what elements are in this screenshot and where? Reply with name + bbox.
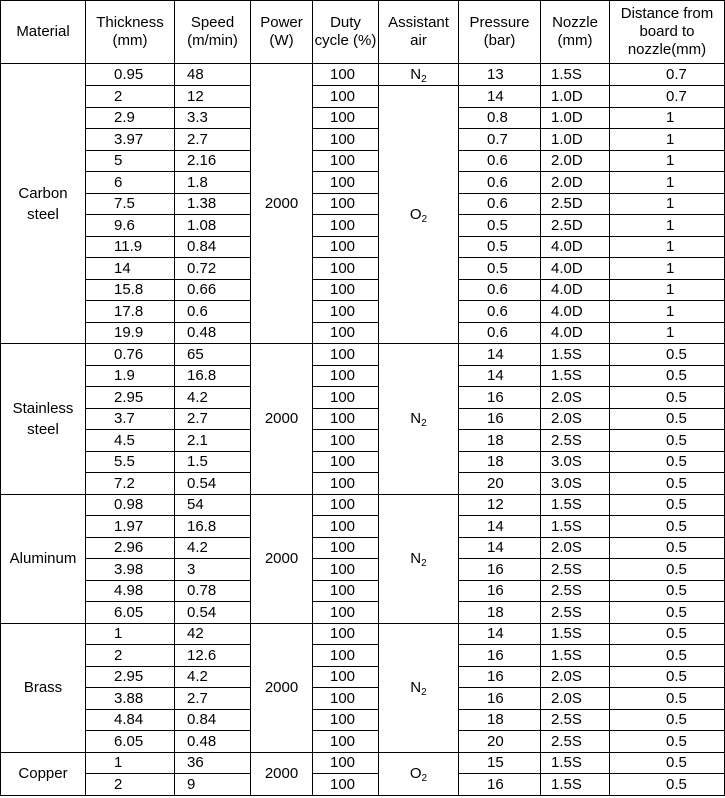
header-speed: Speed (m/min): [175, 1, 251, 64]
speed-cell: 1.38: [175, 193, 251, 215]
gas-subscript: 2: [421, 773, 428, 784]
assistant-air-cell: [379, 64, 459, 86]
pressure-cell: 0.5: [459, 215, 541, 237]
distance-cell: 0.5: [610, 344, 725, 366]
thickness-cell: 9.6: [86, 215, 175, 237]
distance-cell: 0.5: [610, 602, 725, 624]
gas-subscript: 2: [421, 558, 427, 569]
nozzle-cell: 2.0S: [541, 408, 610, 430]
speed-cell: 3: [175, 559, 251, 581]
thickness-cell: 2: [86, 86, 175, 108]
distance-cell: 0.5: [610, 731, 725, 753]
nozzle-cell: 2.0S: [541, 537, 610, 559]
gas-symbol: O: [409, 765, 422, 782]
table-row: [1, 258, 725, 280]
distance-cell: 0.5: [610, 408, 725, 430]
speed-cell: 2.7: [175, 129, 251, 151]
power-cell: 2000: [251, 64, 313, 344]
pressure-cell: 18: [459, 430, 541, 452]
distance-cell: 0.5: [610, 666, 725, 688]
thickness-cell: 3.88: [86, 688, 175, 710]
header-material: Material: [1, 1, 86, 64]
distance-cell: 0.7: [610, 86, 725, 108]
speed-cell: 0.84: [175, 236, 251, 258]
pressure-cell: 18: [459, 451, 541, 473]
nozzle-cell: 2.5S: [541, 709, 610, 731]
distance-cell: 1: [610, 193, 725, 215]
distance-cell: 0.5: [610, 451, 725, 473]
duty-cycle-cell: 100: [313, 580, 379, 602]
thickness-cell: 1.97: [86, 516, 175, 538]
nozzle-cell: 2.5S: [541, 430, 610, 452]
thickness-cell: 3.97: [86, 129, 175, 151]
speed-cell: 12: [175, 86, 251, 108]
material-cell: Copper: [1, 752, 86, 795]
assistant-air-cell: [379, 752, 459, 795]
duty-cycle-cell: 100: [313, 559, 379, 581]
table-row: [1, 365, 725, 387]
duty-cycle-cell: 100: [313, 774, 379, 796]
nozzle-cell: 1.0D: [541, 86, 610, 108]
speed-cell: 9: [175, 774, 251, 796]
thickness-cell: 4.98: [86, 580, 175, 602]
speed-cell: 0.72: [175, 258, 251, 280]
nozzle-cell: 1.5S: [541, 623, 610, 645]
duty-cycle-cell: 100: [313, 193, 379, 215]
nozzle-cell: 2.5D: [541, 215, 610, 237]
duty-cycle-cell: 100: [313, 172, 379, 194]
table-row: [1, 537, 725, 559]
thickness-cell: 15.8: [86, 279, 175, 301]
table-row: [1, 215, 725, 237]
table-row: [1, 344, 725, 366]
speed-cell: 16.8: [175, 365, 251, 387]
nozzle-cell: 2.5S: [541, 559, 610, 581]
speed-cell: 65: [175, 344, 251, 366]
table-row: [1, 387, 725, 409]
nozzle-cell: 2.5S: [541, 580, 610, 602]
distance-cell: 1: [610, 236, 725, 258]
thickness-cell: 0.98: [86, 494, 175, 516]
speed-cell: 4.2: [175, 666, 251, 688]
pressure-cell: 0.5: [459, 258, 541, 280]
table-row: [1, 752, 725, 774]
duty-cycle-cell: 100: [313, 688, 379, 710]
thickness-cell: 2: [86, 645, 175, 667]
thickness-cell: 1: [86, 623, 175, 645]
speed-cell: 0.6: [175, 301, 251, 323]
speed-cell: 4.2: [175, 537, 251, 559]
nozzle-cell: 1.5S: [541, 344, 610, 366]
table-row: [1, 774, 725, 796]
nozzle-cell: 4.0D: [541, 258, 610, 280]
nozzle-cell: 2.5D: [541, 193, 610, 215]
distance-cell: 0.5: [610, 559, 725, 581]
pressure-cell: 16: [459, 580, 541, 602]
distance-cell: 0.5: [610, 774, 725, 796]
thickness-cell: 0.76: [86, 344, 175, 366]
table-row: [1, 688, 725, 710]
duty-cycle-cell: 100: [313, 602, 379, 624]
nozzle-cell: 2.5S: [541, 731, 610, 753]
thickness-cell: 1: [86, 752, 175, 774]
duty-cycle-cell: 100: [313, 451, 379, 473]
assistant-air-cell: [379, 344, 459, 495]
power-cell: 2000: [251, 752, 313, 795]
gas-symbol: O: [409, 206, 422, 223]
gas-subscript: 2: [421, 214, 428, 225]
speed-cell: 2.7: [175, 688, 251, 710]
distance-cell: 1: [610, 215, 725, 237]
distance-cell: 0.5: [610, 623, 725, 645]
thickness-cell: 3.7: [86, 408, 175, 430]
material-cell: Brass: [1, 623, 86, 752]
table-row: [1, 451, 725, 473]
distance-cell: 0.5: [610, 752, 725, 774]
nozzle-cell: 1.5S: [541, 774, 610, 796]
thickness-cell: 1.9: [86, 365, 175, 387]
table-row: [1, 494, 725, 516]
material-cell: Aluminum: [1, 494, 86, 623]
duty-cycle-cell: 100: [313, 258, 379, 280]
thickness-cell: 17.8: [86, 301, 175, 323]
duty-cycle-cell: 100: [313, 236, 379, 258]
thickness-cell: 5.5: [86, 451, 175, 473]
duty-cycle-cell: 100: [313, 709, 379, 731]
speed-cell: 1.08: [175, 215, 251, 237]
pressure-cell: 16: [459, 688, 541, 710]
header-row: [1, 1, 725, 64]
table-row: [1, 516, 725, 538]
thickness-cell: 14: [86, 258, 175, 280]
material-cell: Carbon steel: [1, 64, 86, 344]
nozzle-cell: 1.0D: [541, 129, 610, 151]
gas-symbol: N: [410, 679, 422, 696]
distance-cell: 0.5: [610, 365, 725, 387]
pressure-cell: 0.5: [459, 236, 541, 258]
speed-cell: 0.78: [175, 580, 251, 602]
distance-cell: 0.5: [610, 430, 725, 452]
table-row: [1, 731, 725, 753]
duty-cycle-cell: 100: [313, 365, 379, 387]
material-cell: Stainless steel: [1, 344, 86, 495]
header-duty-cycle: Duty cycle (%): [313, 1, 379, 64]
nozzle-cell: 1.5S: [541, 752, 610, 774]
speed-cell: 0.84: [175, 709, 251, 731]
table-row: [1, 107, 725, 129]
duty-cycle-cell: 100: [313, 516, 379, 538]
nozzle-cell: 3.0S: [541, 473, 610, 495]
duty-cycle-cell: 100: [313, 752, 379, 774]
duty-cycle-cell: 100: [313, 215, 379, 237]
nozzle-cell: 4.0D: [541, 236, 610, 258]
distance-cell: 0.5: [610, 580, 725, 602]
nozzle-cell: 2.5S: [541, 602, 610, 624]
thickness-cell: 2.95: [86, 666, 175, 688]
table-row: [1, 430, 725, 452]
thickness-cell: 19.9: [86, 322, 175, 344]
distance-cell: 1: [610, 107, 725, 129]
distance-cell: 1: [610, 301, 725, 323]
table-row: [1, 623, 725, 645]
gas-subscript: 2: [421, 418, 427, 430]
duty-cycle-cell: 100: [313, 344, 379, 366]
thickness-cell: 6.05: [86, 731, 175, 753]
table-row: [1, 301, 725, 323]
table-row: [1, 129, 725, 151]
speed-cell: 42: [175, 623, 251, 645]
assistant-air-cell: [379, 494, 459, 623]
assistant-air-cell: [379, 623, 459, 752]
table-row: [1, 172, 725, 194]
nozzle-cell: 4.0D: [541, 279, 610, 301]
gas-symbol: N: [410, 410, 422, 428]
thickness-cell: 7.2: [86, 473, 175, 495]
duty-cycle-cell: 100: [313, 494, 379, 516]
distance-cell: 0.5: [610, 516, 725, 538]
pressure-cell: 14: [459, 516, 541, 538]
pressure-cell: 14: [459, 365, 541, 387]
duty-cycle-cell: 100: [313, 64, 379, 86]
gas-symbol: N: [410, 550, 422, 567]
nozzle-cell: 4.0D: [541, 322, 610, 344]
distance-cell: 1: [610, 279, 725, 301]
nozzle-cell: 1.5S: [541, 365, 610, 387]
speed-cell: 0.66: [175, 279, 251, 301]
thickness-cell: 2.96: [86, 537, 175, 559]
table-row: [1, 580, 725, 602]
speed-cell: 0.54: [175, 473, 251, 495]
thickness-cell: 5: [86, 150, 175, 172]
nozzle-cell: 1.5S: [541, 516, 610, 538]
table-row: [1, 150, 725, 172]
duty-cycle-cell: 100: [313, 731, 379, 753]
header-pressure: Pressure (bar): [459, 1, 541, 64]
duty-cycle-cell: 100: [313, 150, 379, 172]
pressure-cell: 0.6: [459, 172, 541, 194]
speed-cell: 16.8: [175, 516, 251, 538]
thickness-cell: 0.95: [86, 64, 175, 86]
table-body: [1, 64, 725, 796]
duty-cycle-cell: 100: [313, 666, 379, 688]
pressure-cell: 14: [459, 344, 541, 366]
thickness-cell: 4.5: [86, 430, 175, 452]
pressure-cell: 0.6: [459, 193, 541, 215]
table-row: [1, 408, 725, 430]
pressure-cell: 0.6: [459, 279, 541, 301]
header-power: Power (W): [251, 1, 313, 64]
pressure-cell: 12: [459, 494, 541, 516]
thickness-cell: 6.05: [86, 602, 175, 624]
speed-cell: 0.48: [175, 731, 251, 753]
duty-cycle-cell: 100: [313, 408, 379, 430]
speed-cell: 3.3: [175, 107, 251, 129]
pressure-cell: 15: [459, 752, 541, 774]
speed-cell: 1.8: [175, 172, 251, 194]
distance-cell: 0.5: [610, 688, 725, 710]
duty-cycle-cell: 100: [313, 623, 379, 645]
distance-cell: 0.5: [610, 473, 725, 495]
assistant-air-cell: [379, 86, 459, 344]
nozzle-cell: 2.0D: [541, 172, 610, 194]
pressure-cell: 20: [459, 731, 541, 753]
nozzle-cell: 2.0S: [541, 387, 610, 409]
duty-cycle-cell: 100: [313, 86, 379, 108]
duty-cycle-cell: 100: [313, 322, 379, 344]
table-row: [1, 645, 725, 667]
speed-cell: 2.7: [175, 408, 251, 430]
pressure-cell: 14: [459, 537, 541, 559]
distance-cell: 0.5: [610, 537, 725, 559]
nozzle-cell: 1.5S: [541, 645, 610, 667]
gas-subscript: 2: [421, 687, 427, 698]
pressure-cell: 16: [459, 774, 541, 796]
table-row: [1, 709, 725, 731]
power-cell: 2000: [251, 344, 313, 495]
distance-cell: 1: [610, 172, 725, 194]
pressure-cell: 13: [459, 64, 541, 86]
speed-cell: 36: [175, 752, 251, 774]
duty-cycle-cell: 100: [313, 430, 379, 452]
duty-cycle-cell: 100: [313, 107, 379, 129]
table-row: [1, 666, 725, 688]
pressure-cell: 0.6: [459, 150, 541, 172]
speed-cell: 48: [175, 64, 251, 86]
duty-cycle-cell: 100: [313, 129, 379, 151]
power-cell: 2000: [251, 494, 313, 623]
table-row: [1, 236, 725, 258]
speed-cell: 0.48: [175, 322, 251, 344]
distance-cell: 0.5: [610, 494, 725, 516]
pressure-cell: 0.7: [459, 129, 541, 151]
pressure-cell: 16: [459, 559, 541, 581]
distance-cell: 1: [610, 258, 725, 280]
pressure-cell: 14: [459, 86, 541, 108]
table-row: [1, 559, 725, 581]
nozzle-cell: 3.0S: [541, 451, 610, 473]
table-row: [1, 473, 725, 495]
thickness-cell: 6: [86, 172, 175, 194]
pressure-cell: 16: [459, 666, 541, 688]
power-cell: 2000: [251, 623, 313, 752]
speed-cell: 2.1: [175, 430, 251, 452]
pressure-cell: 20: [459, 473, 541, 495]
speed-cell: 12.6: [175, 645, 251, 667]
pressure-cell: 14: [459, 623, 541, 645]
gas-symbol: N: [410, 66, 422, 83]
speed-cell: 4.2: [175, 387, 251, 409]
distance-cell: 0.5: [610, 387, 725, 409]
distance-cell: 1: [610, 129, 725, 151]
pressure-cell: 16: [459, 645, 541, 667]
pressure-cell: 18: [459, 602, 541, 624]
duty-cycle-cell: 100: [313, 473, 379, 495]
duty-cycle-cell: 100: [313, 387, 379, 409]
speed-cell: 2.16: [175, 150, 251, 172]
thickness-cell: 2.9: [86, 107, 175, 129]
pressure-cell: 18: [459, 709, 541, 731]
nozzle-cell: 2.0S: [541, 688, 610, 710]
table-row: [1, 279, 725, 301]
nozzle-cell: 2.0S: [541, 666, 610, 688]
thickness-cell: 11.9: [86, 236, 175, 258]
duty-cycle-cell: 100: [313, 301, 379, 323]
nozzle-cell: 1.5S: [541, 494, 610, 516]
duty-cycle-cell: 100: [313, 645, 379, 667]
table-row: [1, 322, 725, 344]
pressure-cell: 16: [459, 408, 541, 430]
speed-cell: 1.5: [175, 451, 251, 473]
thickness-cell: 2: [86, 774, 175, 796]
distance-cell: 0.5: [610, 709, 725, 731]
distance-cell: 0.5: [610, 645, 725, 667]
table-row: [1, 602, 725, 624]
table-row: [1, 86, 725, 108]
header-assistant-air: Assistant air: [379, 1, 459, 64]
distance-cell: 1: [610, 150, 725, 172]
table-row: [1, 64, 725, 86]
pressure-cell: 0.8: [459, 107, 541, 129]
duty-cycle-cell: 100: [313, 279, 379, 301]
pressure-cell: 16: [459, 387, 541, 409]
duty-cycle-cell: 100: [313, 537, 379, 559]
speed-cell: 54: [175, 494, 251, 516]
header-distance: Distance from board to nozzle(mm): [610, 1, 725, 64]
distance-cell: 0.7: [610, 64, 725, 86]
thickness-cell: 4.84: [86, 709, 175, 731]
nozzle-cell: 1.0D: [541, 107, 610, 129]
nozzle-cell: 4.0D: [541, 301, 610, 323]
nozzle-cell: 2.0D: [541, 150, 610, 172]
gas-subscript: 2: [421, 74, 427, 85]
table-row: [1, 193, 725, 215]
thickness-cell: 3.98: [86, 559, 175, 581]
nozzle-cell: 1.5S: [541, 64, 610, 86]
header-nozzle: Nozzle (mm): [541, 1, 610, 64]
header-thickness: Thickness (mm): [86, 1, 175, 64]
thickness-cell: 2.95: [86, 387, 175, 409]
pressure-cell: 0.6: [459, 322, 541, 344]
pressure-cell: 0.6: [459, 301, 541, 323]
speed-cell: 0.54: [175, 602, 251, 624]
distance-cell: 1: [610, 322, 725, 344]
thickness-cell: 7.5: [86, 193, 175, 215]
